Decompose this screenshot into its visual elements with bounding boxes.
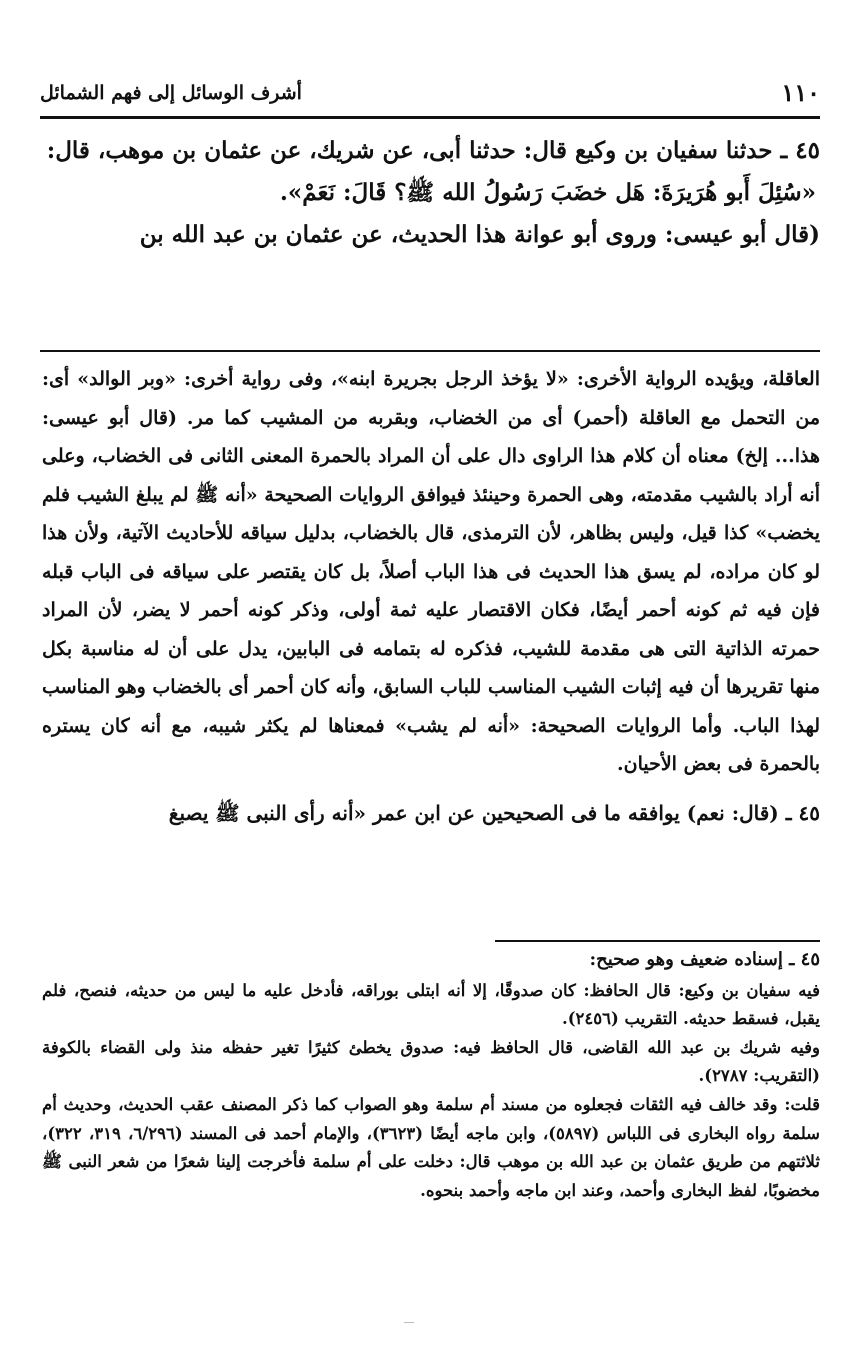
footnote-note-1: فيه سفيان بن وكيع: قال الحافظ: كان صدوقًا، إلا أنه ابتلى بوراقه، فأدخل عليه ما ليس من حديثه، فنصح، فلم يقبل، فسقط حديثه. التقريب (٢٤٥٦).	[42, 980, 820, 1029]
hadith-main-text	[42, 130, 820, 256]
footnote-note-3: قلت: وقد خالف فيه الثقات فجعلوه من مسند أم سلمة وهو الصواب كما ذكر المصنف عقب الحديث، وحديث أم سلمة رواه البخارى فى اللباس (٥٨٩٧)، وابن ماجه أيضًا (٣٦٢٣)، والإمام أحمد فى المسند (٦/٢٩٦، ٣١٩، ٣٢٢)، ثلاثتهم من طريق عثمان بن عبد الله بن موهب قال: دخلت على أم سلمة فأخرجت إلينا شعرًا من شعر النبى ﷺ مخضوبًا، لفظ البخارى وأحمد، وعند ابن ماجه وأحمد بنحوه.	[42, 1094, 820, 1200]
footnote-heading: ٤٥ ـ إسناده ضعيف وهو صحيح:	[589, 949, 820, 970]
page-header	[40, 72, 820, 114]
commentary-paragraph: العاقلة، ويؤيده الرواية الأخرى: «لا يؤخذ الرجل بجريرة ابنه»، وفى رواية أخرى: «وبر الوالد» أى: من التحمل مع العاقلة (أحمر) أى من الخضاب، وبقربه من المشيب كما مر. (قال أبو عيسى: هذا... إلخ) معناه أن كلام هذا الراوى دال على أن المراد بالحمرة المعنى الثانى فى الخضاب، وعلى أنه أراد بالشيب مقدمته، وهى الحمرة وحينئذ فيوافق الروايات الصحيحة «أنه ﷺ لم يبلغ الشيب فلم يخضب» كذا قيل، وليس بظاهر، لأن الترمذى، قال بالخضاب، بدليل سياقه للأحاديث الآتية، ولأن هذا لو كان مراده، لم يسق هذا الحديث فى هذا الباب أصلاً، بل كان يقتصر على سياقه فى الباب قبله فإن فيه ثم كونه أحمر أيضًا، فكان الاقتصار عليه ثمة أولى، وذكر كونه أحمر لا يضر، لأن المراد حمرته الذاتية التى هى مقدمة للشيب، فذكره له بتمامه فى البابين، يدل على أن له مناسبة بكل منها تقريرها أن فيه إثبات الشيب المناسب للباب السابق، وأنه كان أحمر أى بالخضاب وهو المناسب لهذا الباب. وأما الروايات الصحيحة: «أنه لم يشب» فمعناها لم يكثر شيبه، مع أنه كان يستره بالحمرة فى بعض الأحيان.	[42, 368, 820, 775]
header-divider	[40, 116, 820, 119]
hadith-note: (قال أبو عيسى: وروى أبو عوانة هذا الحديث، عن عثمان بن عبد الله بن	[139, 221, 820, 248]
commentary-next-entry: ٤٥ ـ (قال: نعم) يوافقه ما فى الصحيحين عن ابن عمر «أنه رأى النبى ﷺ يصبغ	[168, 800, 820, 825]
hadith-text: «سُئِلَ أَبو هُرَيرَةَ: هَل خضَبَ رَسُولُ الله ﷺ؟ قَالَ: نَعَمْ».	[279, 179, 816, 206]
footnotes-section	[42, 946, 820, 1205]
scan-mark	[404, 1322, 414, 1323]
footnote-note-2: وفيه شريك بن عبد الله القاضى، قال الحافظ فيه: صدوق يخطئ كثيرًا تغير حفظه منذ ولى القضاء بالكوفة (التقريب: ٢٧٨٧).	[42, 1037, 820, 1086]
footnote-divider	[495, 940, 820, 942]
main-text-divider	[40, 350, 820, 352]
hadith-chain: ٤٥ ـ حدثنا سفيان بن وكيع قال: حدثنا أبى، عن شريك، عن عثمان بن موهب، قال:	[46, 137, 820, 164]
running-book-title: أشرف الوسائل إلى فهم الشمائل	[40, 82, 302, 104]
commentary-section	[42, 360, 820, 832]
page-number: ١١٠	[781, 78, 820, 107]
